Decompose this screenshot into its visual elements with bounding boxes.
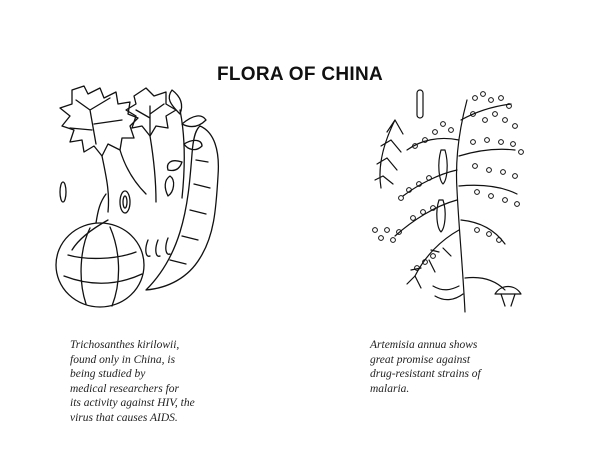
- left-caption-line: being studied by: [70, 368, 146, 381]
- page-title: FLORA OF CHINA: [216, 64, 384, 85]
- right-caption-line: malaria.: [370, 382, 410, 395]
- left-caption-line: virus that causes AIDS.: [70, 411, 178, 424]
- right-caption-line: drug-resistant strains of: [370, 368, 481, 381]
- left-caption-line: Trichosanthes kirilowii,: [70, 339, 180, 351]
- right-caption-line: great promise against: [370, 353, 471, 366]
- artemisia-illustration: [355, 80, 530, 320]
- left-caption-line: its activity against HIV, the: [70, 397, 195, 410]
- right-caption: [370, 338, 481, 396]
- left-caption: [70, 338, 195, 426]
- left-caption-line: medical researchers for: [70, 382, 180, 395]
- left-caption-line: found only in China, is: [70, 353, 176, 366]
- right-caption-line: Artemisia annua shows: [370, 339, 478, 351]
- trichosanthes-illustration: [50, 80, 240, 320]
